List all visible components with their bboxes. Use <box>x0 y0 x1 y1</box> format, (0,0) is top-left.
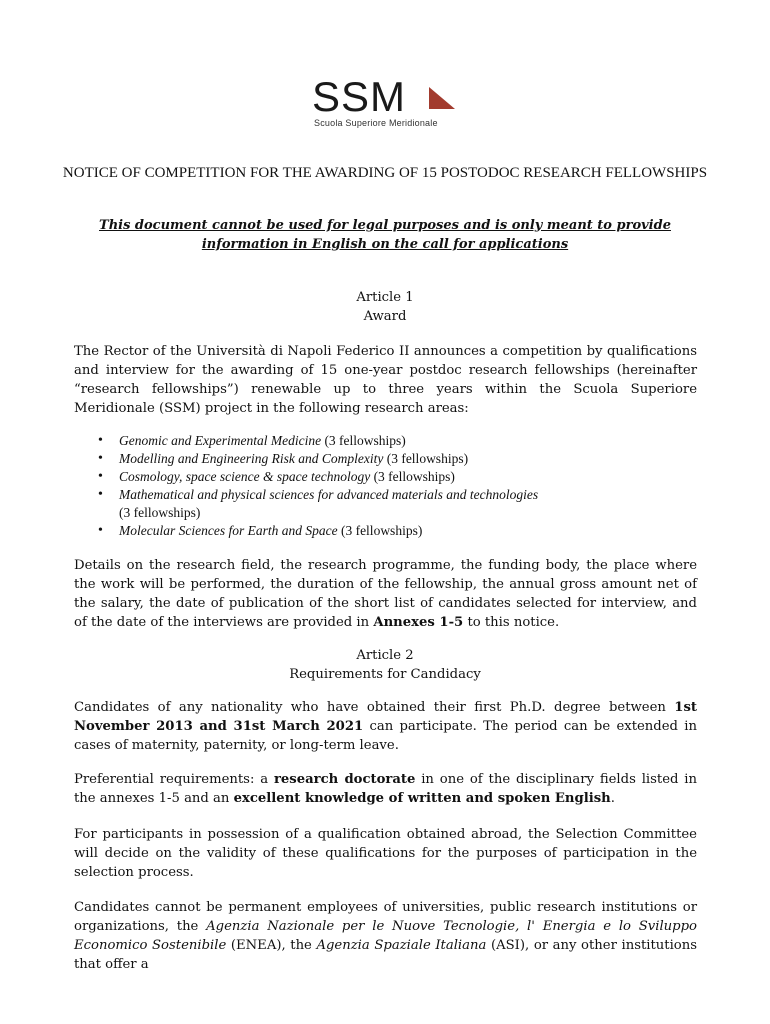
p2-doctorate: research doctorate <box>273 772 416 787</box>
logo-triangle-icon <box>429 87 455 109</box>
area-name: Modelling and Engineering Risk and Complexity <box>119 451 384 466</box>
area-count: (3 fellowships) <box>119 505 201 520</box>
area-name: Mathematical and physical sciences for advanced materials and technologies <box>119 487 539 502</box>
article-2-number: Article 2 <box>356 648 414 663</box>
p2-text-end: . <box>610 791 615 806</box>
article-1-intro: The Rector of the Università di Napoli Federico II announces a competition by qualifications and interview for the awarding of 15 one-year postdoc research fellowships (hereinafter “research fellowships”) renewable up to three years within the Scuola Superiore Meridionale (SSM) project in the following research areas: <box>74 344 697 416</box>
research-areas-list <box>98 432 698 540</box>
p2-text-mid: in one of the disciplinary fields listed in the annexes 1-5 and an <box>74 772 697 806</box>
details-text-end: to this notice. <box>463 615 560 630</box>
p1-text-end: can participate. The period can be extended in cases of maternity, paternity, or long-term leave. <box>74 719 697 753</box>
p1-text: Candidates of any nationality who have obtained their first Ph.D. degree between <box>74 700 675 715</box>
article-2-p4 <box>74 898 697 974</box>
ssm-logo <box>312 73 462 130</box>
list-item <box>98 522 698 540</box>
list-item <box>98 432 698 450</box>
p2-text: Preferential requirements: a <box>74 772 274 787</box>
p1-dates: 1st November 2013 and 31st March 2021 <box>74 700 697 734</box>
p2-english: excellent knowledge of written and spoken English <box>233 791 611 806</box>
p4-text-mid: (ENEA), the <box>226 938 317 953</box>
logo-subtitle: Scuola Superiore Meridionale <box>314 118 438 128</box>
article-2-name: Requirements for Candidacy <box>289 667 481 682</box>
list-item <box>98 450 698 468</box>
article-2-p3: For participants in possession of a qualification obtained abroad, the Selection Committee will decide on the validity of these qualifications for the purposes of participation in the selection process. <box>74 827 697 880</box>
p4-text-end: (ASI), or any other institutions that offer a <box>74 938 697 972</box>
p4-enea-name: Agenzia Nazionale per le Nuove Tecnologie, l' Energia e lo Sviluppo Economico Sostenibile <box>74 919 697 953</box>
article-2-p2 <box>74 770 697 808</box>
article-1-number: Article 1 <box>356 290 414 305</box>
article-1-name: Award <box>363 309 407 324</box>
logo-wordmark: SSM <box>312 73 407 120</box>
p4-text: Candidates cannot be permanent employees of universities, public research institutions or organizations, the <box>74 900 697 934</box>
area-count: (3 fellowships) <box>370 469 455 484</box>
details-annexes: Annexes 1-5 <box>373 615 464 630</box>
page-title: NOTICE OF COMPETITION FOR THE AWARDING OF 15 POSTODOC RESEARCH FELLOWSHIPS <box>62 165 708 181</box>
list-item <box>98 468 698 486</box>
area-name: Molecular Sciences for Earth and Space <box>119 523 338 538</box>
area-name: Genomic and Experimental Medicine <box>119 433 322 448</box>
area-name: Cosmology, space science & space technology <box>119 469 371 484</box>
article-2-heading <box>60 646 710 684</box>
area-count: (3 fellowships) <box>383 451 469 466</box>
disclaimer: This document cannot be used for legal purposes and is only meant to provide information in English on the call for applications <box>99 218 671 252</box>
list-item <box>98 486 698 522</box>
article-1-heading <box>60 288 710 326</box>
area-count: (3 fellowships) <box>321 433 406 448</box>
article-1-details <box>74 556 697 632</box>
article-2-p1 <box>74 698 697 755</box>
p4-asi-name: Agenzia Spaziale Italiana <box>316 938 487 953</box>
details-text: Details on the research field, the research programme, the funding body, the place where the work will be performed, the duration of the fellowship, the annual gross amount net of the salary, the date of publication of the short list of candidates selected for interview, and of the date of the interviews are provided in <box>74 558 697 630</box>
area-count: (3 fellowships) <box>337 523 423 538</box>
